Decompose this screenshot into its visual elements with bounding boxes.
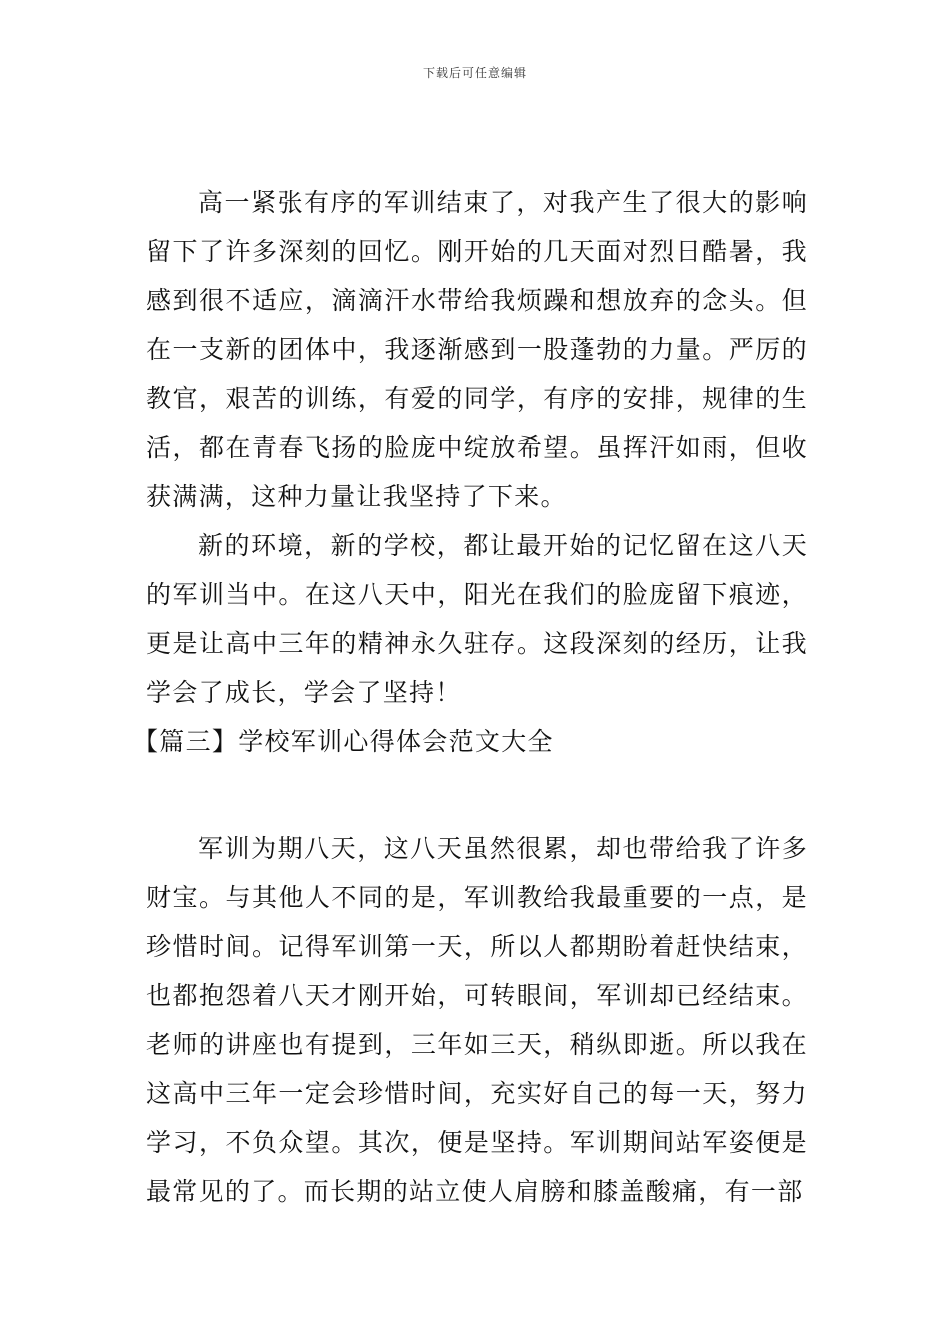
page-header: 下载后可任意编辑: [422, 66, 527, 80]
section-gap: [146, 766, 808, 824]
paragraph-3: 军训为期八天，这八天虽然很累，却也带给我了许多财宝。与其他人不同的是，军训教给我最重要的一点，是珍惜时间。记得军训第一天，所以人都期盼着赶快结束，也都抱怨着八天才刚开始，可转眼间，军训却已经结束。老师的讲座也有提到，三年如三天，稍纵即逝。所以我在这高中三年一定会珍惜时间，充实好自己的每一天，努力学习，不负众望。其次，便是坚持。军训期间站军姿便是最常见的了。而长期的站立使人肩膀和膝盖酸痛，有一部: [146, 834, 808, 1206]
paragraph-2: 新的环境，新的学校，都让最开始的记忆留在这八天的军训当中。在这八天中，阳光在我们的脸庞留下痕迹，更是让高中三年的精神永久驻存。这段深刻的经历，让我学会了成长，学会了坚持！: [146, 531, 808, 707]
document-body: [133, 178, 808, 1216]
paragraph-1: 高一紧张有序的军训结束了，对我产生了很大的影响留下了许多深刻的回忆。刚开始的几天面对烈日酷暑，我感到很不适应，滴滴汗水带给我烦躁和想放弃的念头。但在一支新的团体中，我逐渐感到一股蓬勃的力量。严厉的教官，艰苦的训练，有爱的同学，有序的安排，规律的生活，都在青春飞扬的脸庞中绽放希望。虽挥汗如雨，但收获满满，这种力量让我坚持了下来。: [146, 188, 808, 511]
section-heading: 【篇三】学校军训心得体会范文大全: [133, 727, 554, 756]
